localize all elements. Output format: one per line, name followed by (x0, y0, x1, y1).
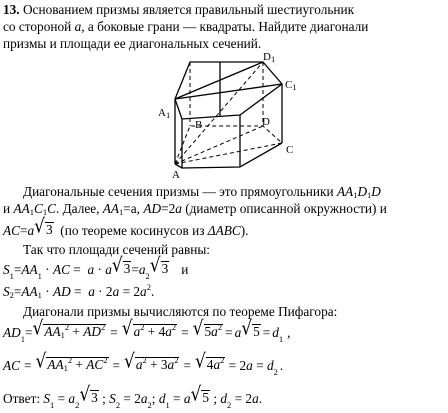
problem-text-2c: , а боковые грани — квадраты. Найдите диагонали (81, 19, 369, 34)
label-c1: $C_1$ (285, 79, 297, 92)
solution-line-5: Диагонали призмы вычисляются по теореме Пифагора: (23, 304, 338, 319)
label-d: D (262, 116, 270, 128)
problem-var-a: a (74, 19, 82, 34)
problem-text-3: призмы и площади ее диагональных сечений. (3, 36, 262, 51)
hidden-diagonal-ad1 (175, 62, 263, 164)
top-hexagon (175, 62, 282, 119)
problem-text-1: Основанием призмы является правильный шестиугольник (22, 2, 355, 17)
problem-line-2 (3, 20, 368, 33)
formula-s1: S 1 = AA 1 · AC = a · a √ 3 = a 2 √ 3 и (3, 254, 189, 281)
formula-ac: AC = √ $AA_1^2 + AC^2$ = √ $a^2 + 3a^2$ = √ $4a^2$ = 2 a = d 2 . (3, 350, 284, 377)
label-a: A (172, 169, 180, 181)
label-a1: $A_1$ (158, 107, 171, 120)
problem-number: 13. (3, 2, 20, 17)
solution-line-4: Так что площади сечений равны: (23, 242, 210, 257)
label-b: B (195, 119, 203, 131)
solution-line-3: AC = a √ 3 (по теореме косинусов из ΔABC ). (3, 215, 249, 239)
sqrt-3: √ 3 (34, 215, 53, 239)
formula-s2: $S_2=AA_1$ · AD = $a \cdot 2a = 2a^2$. (3, 282, 155, 300)
solution-line-1: Диагональные сечения призмы — это прямоугольники $AA_1D_1D$ (23, 184, 381, 200)
hidden-diagonal-ad (175, 126, 263, 164)
answer-line: Ответ: S 1 = a 2 √ 3 ; S 2 = 2 a 2 ; d 1 = a √ 5 ; d 2 = 2 a . (3, 383, 263, 410)
top-diagonal-a1c1 (175, 84, 282, 99)
bottom-edges (175, 143, 282, 168)
prism-figure (160, 53, 300, 181)
problem-line-1 (3, 3, 354, 16)
problem-line-3 (3, 37, 261, 50)
problem-text-2a: со стороной (3, 19, 75, 34)
formula-ad1: AD 1 = √ $AA_1^2 + AD^2$ = √ $a^2 + 4a^2$ = √ $5a^2$ = a √ 5 = d 1 , (3, 317, 291, 344)
label-c: C (286, 144, 294, 156)
solution-line-2: и $AA_1C_1C$. Далее, $AA_1=a$, AD=2a (диаметр описанной окружности) и (3, 201, 387, 217)
label-d1: $D_1$ (263, 51, 276, 64)
